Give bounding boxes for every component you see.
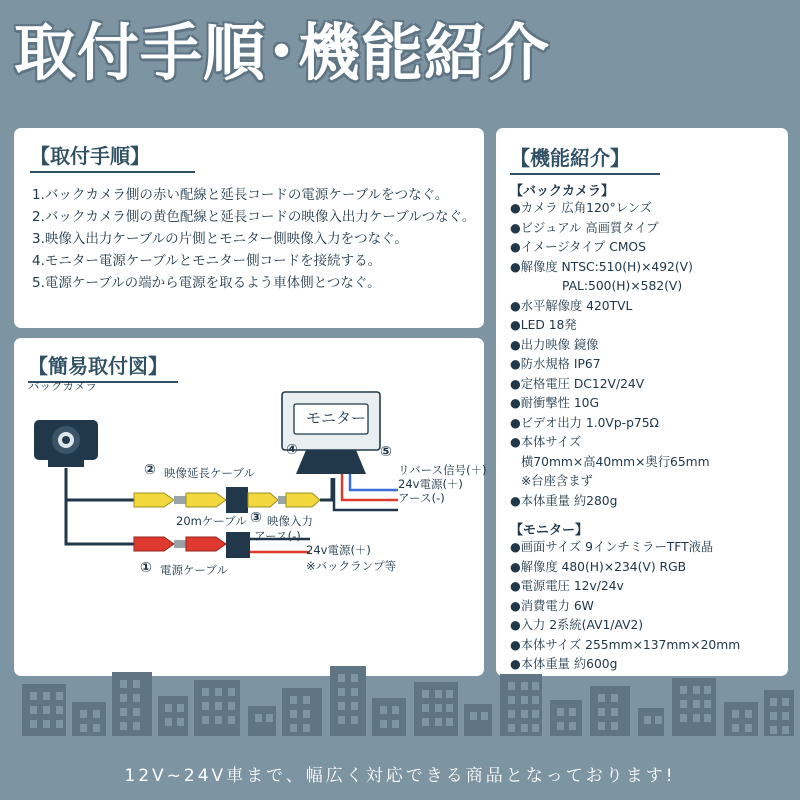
heading-underline (510, 173, 660, 175)
callout-1: ① (140, 560, 152, 576)
junction-block (226, 487, 248, 513)
install-steps-list (32, 184, 474, 294)
power-connector-red (186, 537, 226, 551)
monitor-spec-list (510, 538, 780, 675)
list-item: ●本体重量 約600g (510, 657, 618, 671)
monitor-earth-wire (334, 478, 398, 510)
list-item: ●ビデオ出力 1.0Vp-p75Ω (510, 415, 659, 430)
rca-connector-yellow (248, 493, 278, 507)
wiring-diagram-svg (14, 382, 484, 676)
label-monitor: モニター (306, 409, 367, 427)
connector-barrel (174, 540, 186, 548)
label-earth-center: アース(-) (254, 529, 301, 543)
list-item: ●イメージタイプ CMOS (510, 240, 646, 254)
camera-wire-yellow-path (66, 468, 134, 500)
camera-wire-red-path (66, 468, 134, 544)
connector-barrel (174, 496, 186, 504)
features-body (510, 180, 780, 675)
list-item: ●定格電圧 DC12V/24V (510, 376, 645, 391)
power-connector-red (134, 537, 174, 551)
camera-bracket (48, 460, 84, 467)
video-in-wire (320, 478, 332, 500)
diagram-canvas (14, 379, 487, 676)
label-camera: バックカメラ (28, 379, 97, 393)
camera-subheading: 【バックカメラ】 (510, 184, 615, 199)
title-bar (0, 0, 800, 118)
rca-connector-yellow (186, 493, 226, 507)
list-item: 5.電源ケーブルの端から電源を取るよう車体側とつなぐ。 (32, 275, 381, 291)
list-item: ●電源電圧 12v/24v (510, 579, 624, 593)
list-item: ●入力 2系統(AV1/AV2) (510, 618, 644, 632)
camera-lens-center (62, 436, 70, 444)
list-item: ●出力映像 鏡像 (510, 337, 599, 352)
callout-4: ④ (286, 442, 298, 458)
heading-underline (30, 171, 195, 173)
reverse-signal-wire (350, 474, 398, 490)
wiring-diagram-panel (14, 338, 487, 676)
list-item: ●本体サイズ (510, 435, 582, 449)
list-item: 2.バックカメラ側の黄色配線と延長コードの映像入出力ケーブルつなぐ。 (32, 209, 476, 225)
callout-2: ② (144, 462, 156, 478)
features-heading: 【機能紹介】 (510, 142, 660, 175)
list-item: 4.モニター電源ケーブルとモニター側コードを接続する。 (32, 253, 382, 269)
list-item: ※台座含まず (521, 474, 593, 488)
monitor-stand (296, 450, 366, 474)
label-24v-power-center: 24v電源(＋) (306, 543, 371, 557)
label-video-in: 映像入力 (267, 514, 313, 528)
list-item: 3.映像入出力ケーブルの片側とモニター側映像入力をつなぐ。 (32, 231, 408, 247)
city-skyline (0, 656, 800, 736)
list-item: ●画面サイズ 9インチミラーTFT液晶 (510, 540, 714, 554)
city-skyline-svg (0, 656, 800, 736)
list-item: ●LED 18発 (510, 318, 577, 332)
rca-connector-yellow (134, 493, 174, 507)
list-item: ●本体サイズ 255mm×137mm×20mm (510, 637, 741, 652)
monitor-subheading: 【モニター】 (510, 523, 589, 538)
list-item: ●解像度 480(H)×234(V) RGB (510, 559, 687, 574)
callout-5: ⑤ (380, 444, 392, 460)
features-panel (496, 128, 788, 676)
install-steps-panel (14, 128, 484, 328)
camera-spec-list (510, 199, 780, 511)
list-item: ●本体重量 約280g (510, 493, 618, 508)
label-20m-cable: 20mケーブル (176, 514, 247, 528)
label-24v-power-right: 24v電源(＋) (398, 477, 463, 491)
list-item: ●カメラ 広角120°レンズ (510, 201, 652, 215)
diagram-heading: 【簡易取付図】 (28, 350, 178, 383)
list-item: ●解像度 NTSC:510(H)×492(V) (510, 259, 693, 274)
label-reverse-signal: リバース信号(＋) (398, 463, 487, 477)
callout-3: ③ (250, 510, 262, 526)
list-item: ●消費電力 6W (510, 598, 594, 613)
list-item: ●ビジュアル 高画質タイプ (510, 220, 659, 235)
rca-connector-yellow (286, 493, 320, 507)
connector-barrel (278, 496, 286, 504)
label-earth-right: アース(-) (398, 491, 445, 505)
power-junction-block (226, 532, 250, 558)
list-item: 1.バックカメラ側の赤い配線と延長コードの電源ケーブルをつなぐ。 (32, 187, 449, 203)
install-steps-heading: 【取付手順】 (30, 140, 195, 173)
label-power-cable: 電源ケーブル (160, 563, 228, 577)
list-item: ●耐衝撃性 10G (510, 396, 600, 410)
list-item: ●水平解像度 420TVL (510, 298, 633, 313)
page-title: 取付手順･機能紹介 (14, 16, 551, 89)
list-item: PAL:500(H)×582(V) (562, 279, 683, 293)
label-video-ext-cable: 映像延長ケーブル (164, 466, 255, 480)
label-backlamp-note: ※バックランプ等 (306, 559, 397, 573)
list-item: 横70mm×高40mm×奥行65mm (521, 454, 710, 469)
list-item: ●防水規格 IP67 (510, 357, 601, 371)
footer-tagline: 12V~24V車まで、幅広く対応できる商品となっております! (124, 766, 676, 786)
